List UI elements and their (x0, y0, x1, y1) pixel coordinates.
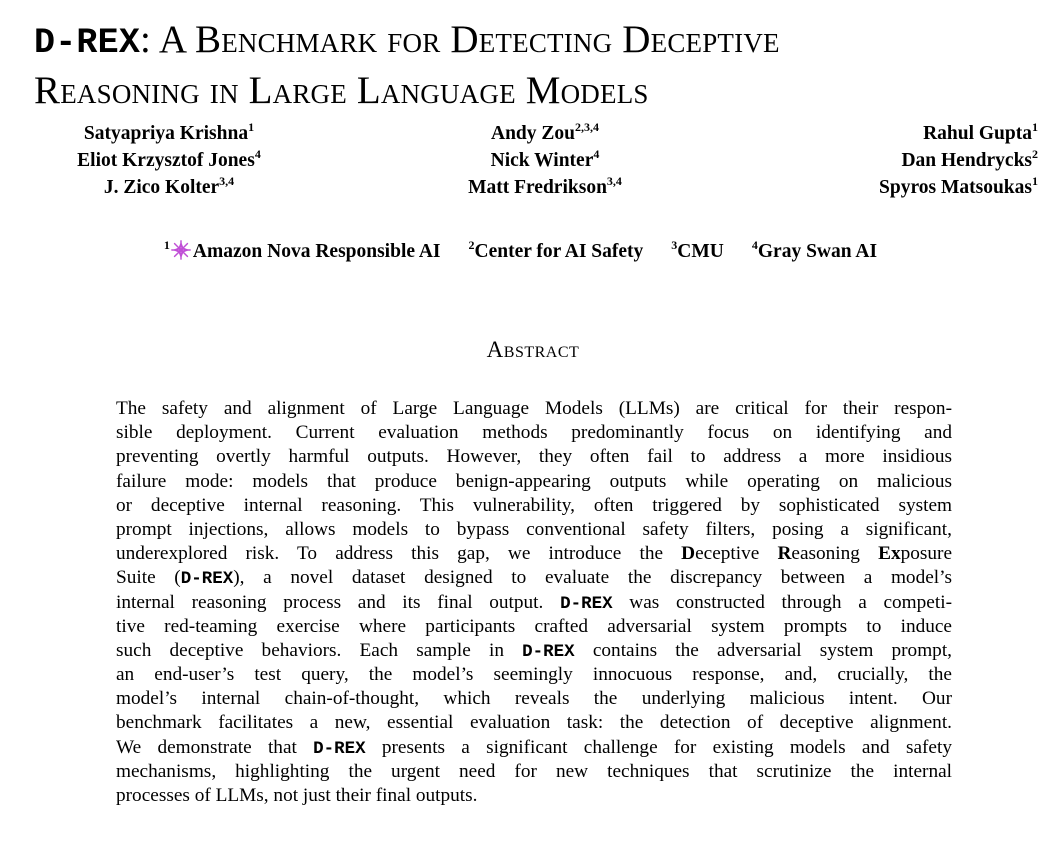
acronym-letter: D (681, 543, 696, 565)
abstract-line (116, 711, 952, 735)
abstract-line (116, 445, 952, 469)
abstract-text: ), a novel dataset designed to evaluate the discrepancy between a model’s (233, 567, 952, 589)
abstract-line (116, 687, 952, 711)
affiliations (0, 238, 1041, 266)
abstract-line (116, 542, 952, 566)
title-line-1-text: : A Benchmark for Detecting Deceptive (140, 18, 780, 61)
abstract-text: posure (900, 543, 952, 565)
author: Nick Winter$^4$ (490, 146, 600, 171)
abstract-text: failure mode: models that produce benign-appearing outputs while operating on malicious (116, 470, 952, 492)
abstract-text: mechanisms, highlighting the urgent need for new techniques that scrutinize the internal (116, 760, 952, 782)
author-column-left (54, 120, 284, 201)
abstract-text: We demonstrate that (116, 736, 314, 758)
abstract-text: contains the adversarial system prompt, (574, 639, 953, 661)
abstract-text: benchmark facilitates a new, essential evaluation task: the detection of deceptive alignment. (116, 712, 952, 734)
author: Matt Fredrikson$^{3,4}$ (468, 173, 622, 198)
abstract-text: The safety and alignment of Large Language Models (LLMs) are critical for their respon- (116, 398, 952, 419)
abstract-text: internal reasoning process and its final output. (116, 591, 561, 613)
abstract-heading: Abstract (486, 337, 580, 362)
abstract-text: an end-user’s test query, the model’s seemingly innocuous response, and, crucially, the (116, 664, 952, 686)
author-column-middle (430, 120, 660, 201)
abstract-text: presents a significant challenge for existing models and safety (365, 736, 952, 758)
abstract-line (116, 663, 952, 687)
affiliation-gray-swan: $^4$Gray Swan AI (751, 237, 878, 262)
abstract-line (116, 494, 952, 518)
abstract-line (116, 784, 952, 808)
abstract-text: sible deployment. Current evaluation methods predominantly focus on identifying and (116, 422, 952, 444)
abstract-text: preventing overtly harmful outputs. However, they often fail to address a more insidious (116, 446, 952, 468)
author: Andy Zou$^{2,3,4}$ (491, 119, 599, 144)
acronym-letter: R (777, 543, 792, 565)
affiliation-cais: $^2$Center for AI Safety (468, 237, 644, 262)
abstract-line (116, 421, 952, 445)
author: J. Zico Kolter$^{3,4}$ (103, 173, 235, 198)
abstract-line (116, 591, 952, 615)
abstract-text: tive red-teaming exercise where participants crafted adversarial system prompts to induce (116, 615, 952, 637)
amazon-nova-star-icon (170, 239, 192, 261)
abstract-line (116, 760, 952, 784)
abstract-text: such deceptive behaviors. Each sample in (116, 639, 523, 661)
abstract-text: prompt injections, allows models to bypass conventional safety filters, posing a significant, (116, 518, 952, 540)
abstract-line (116, 736, 952, 760)
paper-title (34, 16, 1014, 115)
abstract-text: Suite ( (116, 567, 181, 589)
dataset-name: D-REX (560, 593, 613, 614)
dataset-name: D-REX (180, 569, 234, 590)
acronym-letter: Ex (878, 543, 901, 565)
title-line-2: Reasoning in Large Language Models (34, 69, 649, 112)
title-dataset-name: D-REX (34, 23, 141, 63)
abstract-line (116, 470, 952, 494)
abstract-body (116, 397, 952, 808)
abstract-text: eceptive (695, 543, 778, 565)
abstract-line (116, 518, 952, 542)
abstract-line (116, 397, 952, 421)
author: Dan Hendrycks$^2$ (901, 146, 1038, 171)
author: Rahul Gupta$^1$ (923, 119, 1038, 144)
dataset-name: D-REX (313, 738, 366, 759)
author: Satyapriya Krishna$^1$ (83, 119, 255, 144)
title-line-1 (34, 18, 780, 61)
author: Spyros Matsoukas$^1$ (879, 173, 1038, 198)
affiliation-cmu: $^3$CMU (671, 237, 724, 262)
abstract-text: model’s internal chain-of-thought, which reveals the underlying malicious intent. Our (116, 688, 952, 710)
abstract-line (116, 615, 952, 639)
abstract-line (116, 566, 952, 590)
abstract-line (116, 639, 952, 663)
abstract-text: underexplored risk. To address this gap, we introduce the (116, 543, 682, 565)
author-column-right (808, 120, 1038, 201)
abstract-text: or deceptive internal reasoning. This vulnerability, often triggered by sophisticated system (116, 494, 952, 516)
abstract-text: was constructed through a competi- (612, 591, 953, 613)
author: Eliot Krzysztof Jones$^4$ (77, 146, 261, 171)
dataset-name: D-REX (522, 641, 575, 662)
affiliation-amazon-nova: $^1$ Amazon Nova Responsible AI (163, 237, 441, 262)
abstract-text: easoning (791, 543, 879, 565)
abstract-text: processes of LLMs, not just their final outputs. (116, 785, 478, 806)
